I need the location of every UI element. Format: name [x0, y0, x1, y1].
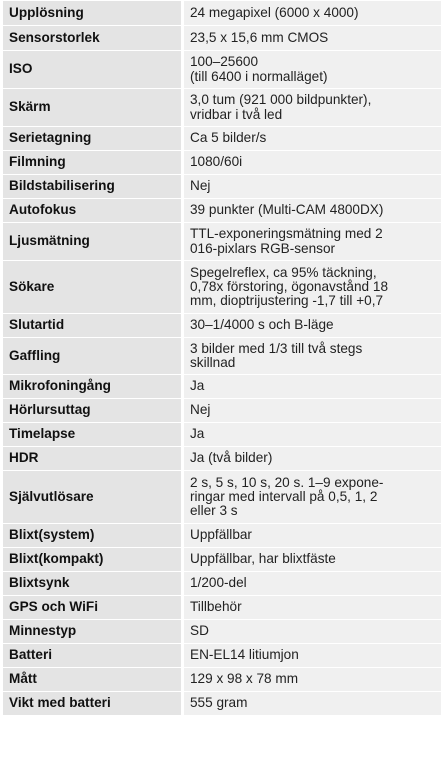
spec-row-skarm — [3, 89, 441, 127]
spec-value: Nej — [183, 175, 442, 199]
spec-row-iso — [3, 51, 441, 89]
spec-row-timelapse — [3, 423, 441, 447]
spec-value: 30–1/4000 s och B-läge — [183, 314, 442, 338]
spec-row-bildstabilisering — [3, 175, 441, 199]
spec-row-gps-och-wifi — [3, 596, 441, 620]
spec-value: Tillbehör — [183, 596, 442, 620]
spec-label: Sensorstorlek — [3, 26, 183, 51]
spec-label: Mikrofoningång — [3, 375, 183, 399]
spec-row-serietagning — [3, 127, 441, 151]
spec-row-horlursuttag — [3, 399, 441, 423]
spec-row-gaffling — [3, 338, 441, 375]
spec-value: TTL-exponeringsmätning med 2 016-pixlars RGB-sensor — [183, 223, 442, 261]
spec-value: Nej — [183, 399, 442, 423]
spec-row-autofokus — [3, 199, 441, 223]
spec-label: Blixt(kompakt) — [3, 548, 183, 572]
spec-value: 1/200-del — [183, 572, 442, 596]
spec-label: Filmning — [3, 151, 183, 175]
spec-row-blixt-kompakt — [3, 548, 441, 572]
spec-row-slutartid — [3, 314, 441, 338]
spec-value: EN-EL14 litiumjon — [183, 644, 442, 668]
spec-label: Upplösning — [3, 1, 183, 26]
spec-row-sjalvutlosare — [3, 471, 441, 524]
spec-value: 555 gram — [183, 692, 442, 716]
spec-value: 100–25600 (till 6400 i normalläget) — [183, 51, 442, 89]
spec-label: Sökare — [3, 261, 183, 314]
spec-label: GPS och WiFi — [3, 596, 183, 620]
spec-value: 129 x 98 x 78 mm — [183, 668, 442, 692]
spec-value: 1080/60i — [183, 151, 442, 175]
spec-value: SD — [183, 620, 442, 644]
spec-value: Ja — [183, 423, 442, 447]
spec-row-hdr — [3, 447, 441, 471]
spec-label: Autofokus — [3, 199, 183, 223]
spec-label: Skärm — [3, 89, 183, 127]
spec-label: Bildstabilisering — [3, 175, 183, 199]
spec-row-matt — [3, 668, 441, 692]
spec-table — [3, 0, 441, 716]
spec-label: Hörlursuttag — [3, 399, 183, 423]
spec-value: 3,0 tum (921 000 bildpunkter), vridbar i två led — [183, 89, 442, 127]
spec-label: Slutartid — [3, 314, 183, 338]
spec-label: Vikt med batteri — [3, 692, 183, 716]
spec-row-mikrofoningang — [3, 375, 441, 399]
spec-table-body — [3, 1, 441, 716]
spec-label: Timelapse — [3, 423, 183, 447]
spec-label: Mått — [3, 668, 183, 692]
spec-row-filmning — [3, 151, 441, 175]
spec-label: Batteri — [3, 644, 183, 668]
spec-row-minnestyp — [3, 620, 441, 644]
spec-label: Blixtsynk — [3, 572, 183, 596]
spec-value: 23,5 x 15,6 mm CMOS — [183, 26, 442, 51]
spec-value: Ja (två bilder) — [183, 447, 442, 471]
spec-value: 39 punkter (Multi-CAM 4800DX) — [183, 199, 442, 223]
spec-label: Minnestyp — [3, 620, 183, 644]
spec-row-ljusmatning — [3, 223, 441, 261]
spec-label: ISO — [3, 51, 183, 89]
spec-value: 2 s, 5 s, 10 s, 20 s. 1–9 expone- ringar med intervall på 0,5, 1, 2 eller 3 s — [183, 471, 442, 524]
spec-value: 24 megapixel (6000 x 4000) — [183, 1, 442, 26]
spec-label: Ljusmätning — [3, 223, 183, 261]
spec-row-vikt-med-batteri — [3, 692, 441, 716]
spec-label: HDR — [3, 447, 183, 471]
spec-value: Ja — [183, 375, 442, 399]
spec-value: Uppfällbar — [183, 524, 442, 548]
spec-label: Serietagning — [3, 127, 183, 151]
spec-row-blixtsynk — [3, 572, 441, 596]
spec-value: 3 bilder med 1/3 till två stegs skillnad — [183, 338, 442, 375]
spec-row-upplosning — [3, 1, 441, 26]
spec-row-sokare — [3, 261, 441, 314]
spec-label: Blixt(system) — [3, 524, 183, 548]
spec-label: Självutlösare — [3, 471, 183, 524]
spec-row-sensorstorlek — [3, 26, 441, 51]
spec-label: Gaffling — [3, 338, 183, 375]
spec-row-batteri — [3, 644, 441, 668]
spec-value: Uppfällbar, har blixtfäste — [183, 548, 442, 572]
spec-value: Ca 5 bilder/s — [183, 127, 442, 151]
spec-row-blixt-system — [3, 524, 441, 548]
spec-value: Spegelreflex, ca 95% täckning, 0,78x förstoring, ögonavstånd 18 mm, dioptrijustering -1,7 till +0,7 — [183, 261, 442, 314]
